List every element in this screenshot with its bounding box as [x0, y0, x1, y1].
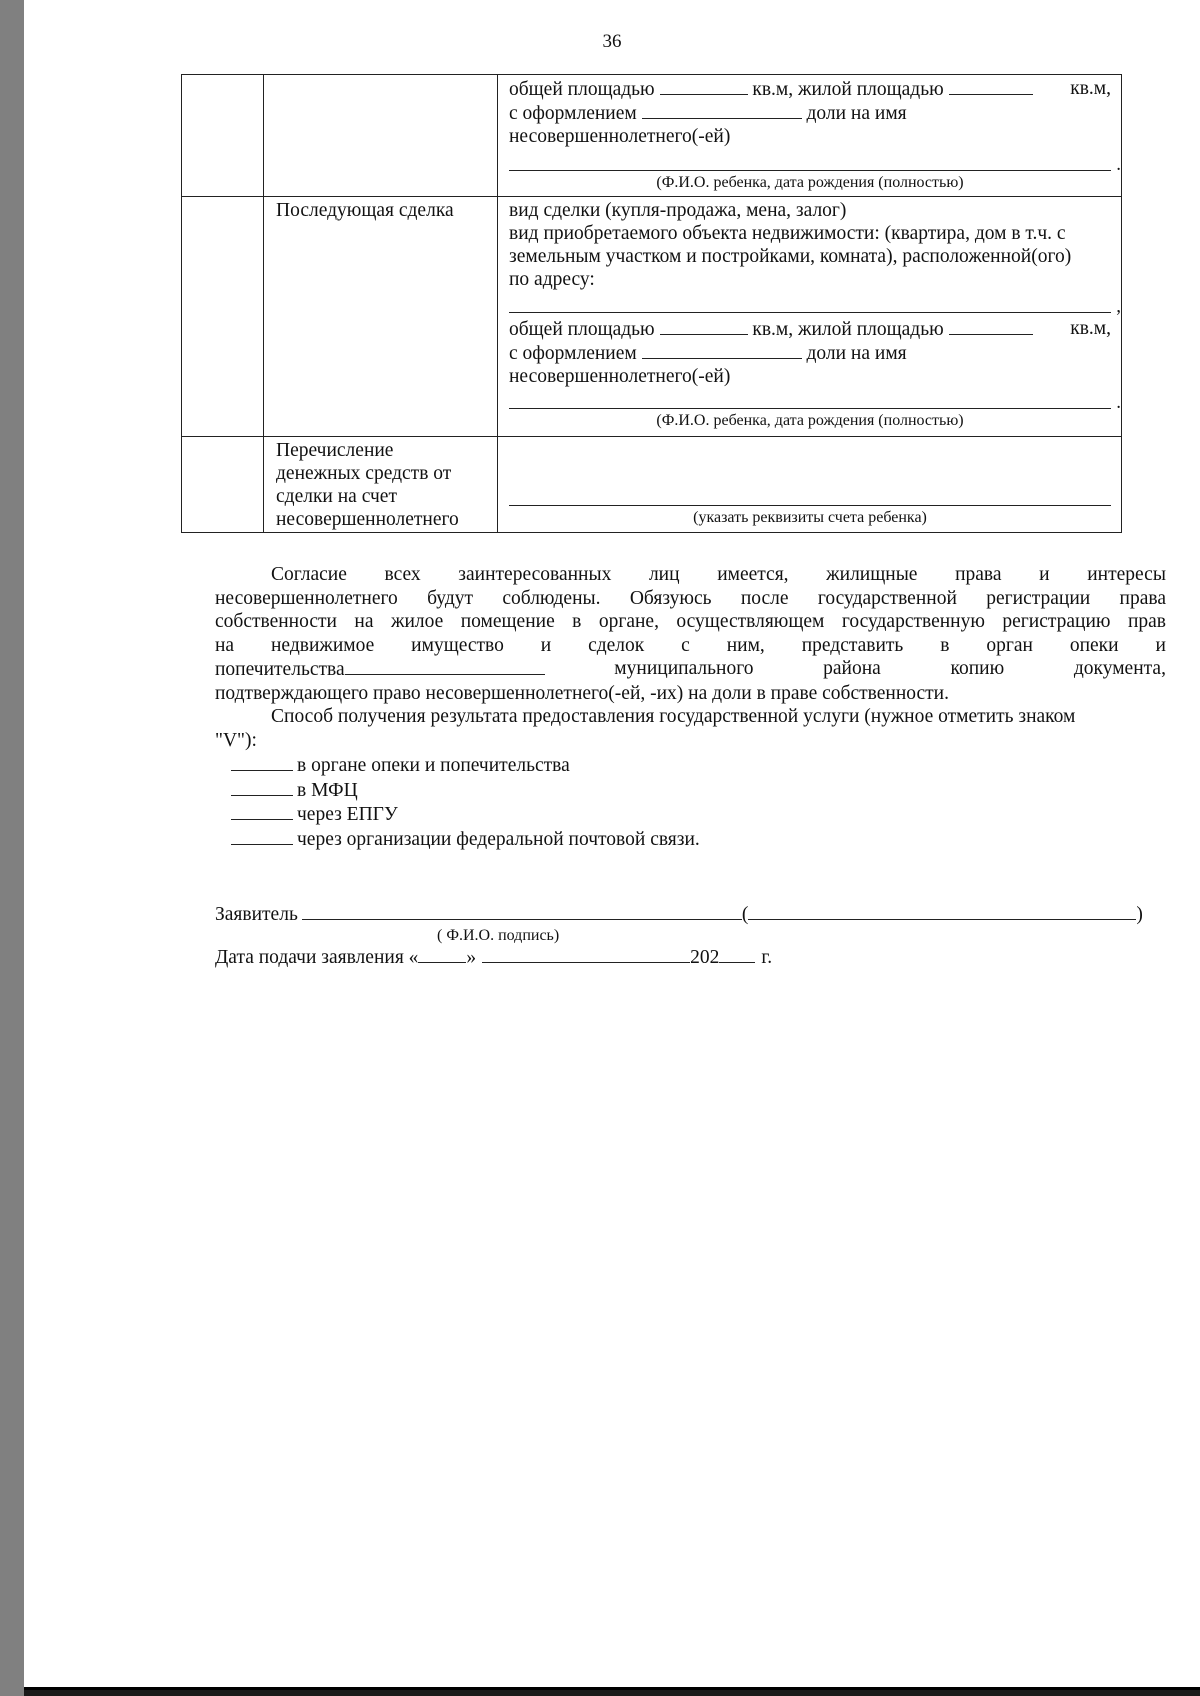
option-epgu: через ЕПГУ: [231, 802, 1166, 827]
form-table: [181, 74, 1122, 533]
signature-caption: ( Ф.И.О. подпись): [437, 927, 560, 944]
consent-line-4: на недвижимое имущество и сделок с ним, представить в орган опеки и: [215, 634, 1166, 656]
table-cell-content: [498, 437, 1122, 533]
table-cell-label: [264, 437, 498, 533]
method-line-1: Способ получения результата предоставления государственной услуги (нужное отметить знаком: [271, 706, 1076, 727]
child-name-field[interactable]: .: [509, 150, 1111, 171]
share-line: с оформлением доли на имя: [509, 103, 907, 124]
transfer-label-2: денежных средств от: [276, 463, 452, 484]
consent-line-3: собственности на жилое помещение в органе, осуществляющем государственную регистрацию прав: [215, 611, 1166, 632]
option-mfc: в МФЦ: [231, 778, 1166, 803]
deal-type-line: вид сделки (купля-продажа, мена, залог): [509, 200, 847, 221]
total-area-field[interactable]: [660, 77, 748, 95]
table-cell-label: [264, 197, 498, 437]
applicant-label: Заявитель: [215, 904, 298, 925]
object-type-line-2: земельным участком и постройками, комната), расположенной(ого): [509, 246, 1072, 267]
area-line: общей площадью кв.м, жилой площадью кв.м,: [509, 318, 1111, 340]
method-line-2: "V"):: [215, 729, 257, 751]
table-cell-number: [182, 75, 264, 197]
consent-line-6: подтверждающего право несовершеннолетнего(-ей, -их) на доли в праве собственности.: [215, 682, 949, 704]
applicant-line: Заявитель ( ): [215, 904, 1143, 925]
document-page: [24, 0, 1200, 1690]
minor-label: несовершеннолетнего(-ей): [509, 126, 731, 147]
child-name-field[interactable]: .: [509, 388, 1111, 409]
child-name-caption: (Ф.И.О. ребенка, дата рождения (полностью): [656, 412, 964, 429]
address-field[interactable]: ,: [509, 292, 1111, 313]
transfer-label-4: несовершеннолетнего: [276, 509, 459, 530]
signature-section: [215, 902, 1155, 969]
consent-section: [215, 563, 1166, 851]
option-checkbox[interactable]: [231, 802, 293, 820]
option-guardianship: в органе опеки и попечительства: [231, 753, 1166, 778]
table-cell-content: [498, 75, 1122, 197]
address-label: по адресу:: [509, 269, 595, 290]
day-field[interactable]: [418, 945, 466, 963]
option-checkbox[interactable]: [231, 827, 293, 845]
share-line: с оформлением доли на имя: [509, 343, 907, 364]
month-field[interactable]: [482, 945, 690, 963]
total-area-field[interactable]: [660, 317, 748, 335]
option-checkbox[interactable]: [231, 753, 293, 771]
share-field[interactable]: [642, 341, 802, 359]
date-line: Дата подачи заявления « » 202 г.: [215, 947, 773, 968]
account-details-caption: (указать реквизиты счета ребенка): [693, 509, 927, 526]
table-cell-label: [264, 75, 498, 197]
table-cell-number: [182, 197, 264, 437]
applicant-signature-field[interactable]: [302, 902, 742, 920]
table-cell-content: [498, 197, 1122, 437]
table-row: [182, 75, 1122, 197]
table-row: [182, 437, 1122, 533]
child-name-caption: (Ф.И.О. ребенка, дата рождения (полностью): [656, 174, 964, 191]
method-options: [231, 753, 1166, 851]
applicant-name-field[interactable]: [748, 902, 1136, 920]
consent-line-1: Согласие всех заинтересованных лиц имеется, жилищные права и интересы: [271, 564, 1166, 585]
transfer-label-1: Перечисление: [276, 440, 394, 461]
table-cell-number: [182, 437, 264, 533]
table-row: [182, 197, 1122, 437]
page-shadow: [24, 1690, 1200, 1696]
option-checkbox[interactable]: [231, 778, 293, 796]
date-label: Дата подачи заявления «: [215, 947, 419, 968]
area-line: общей площадью кв.м, жилой площадью кв.м,: [509, 78, 1111, 100]
guardianship-authority-field[interactable]: [345, 657, 545, 675]
subsequent-deal-label: Последующая сделка: [276, 200, 454, 221]
consent-line-5: попечительства муниципального района копию документа,: [215, 658, 1166, 680]
transfer-label-3: сделки на счет: [276, 486, 397, 507]
year-field[interactable]: [719, 945, 755, 963]
option-post: через организации федеральной почтовой связи.: [231, 827, 1166, 852]
account-details-field[interactable]: [509, 485, 1111, 506]
share-field[interactable]: [642, 101, 802, 119]
minor-label: несовершеннолетнего(-ей): [509, 366, 731, 387]
living-area-field[interactable]: [949, 77, 1033, 95]
consent-line-2: несовершеннолетнего будут соблюдены. Обязуюсь после государственной регистрации права: [215, 587, 1166, 609]
object-type-line: вид приобретаемого объекта недвижимости: (квартира, дом в т.ч. с: [509, 223, 1066, 244]
living-area-field[interactable]: [949, 317, 1033, 335]
page-number: 36: [602, 31, 622, 52]
